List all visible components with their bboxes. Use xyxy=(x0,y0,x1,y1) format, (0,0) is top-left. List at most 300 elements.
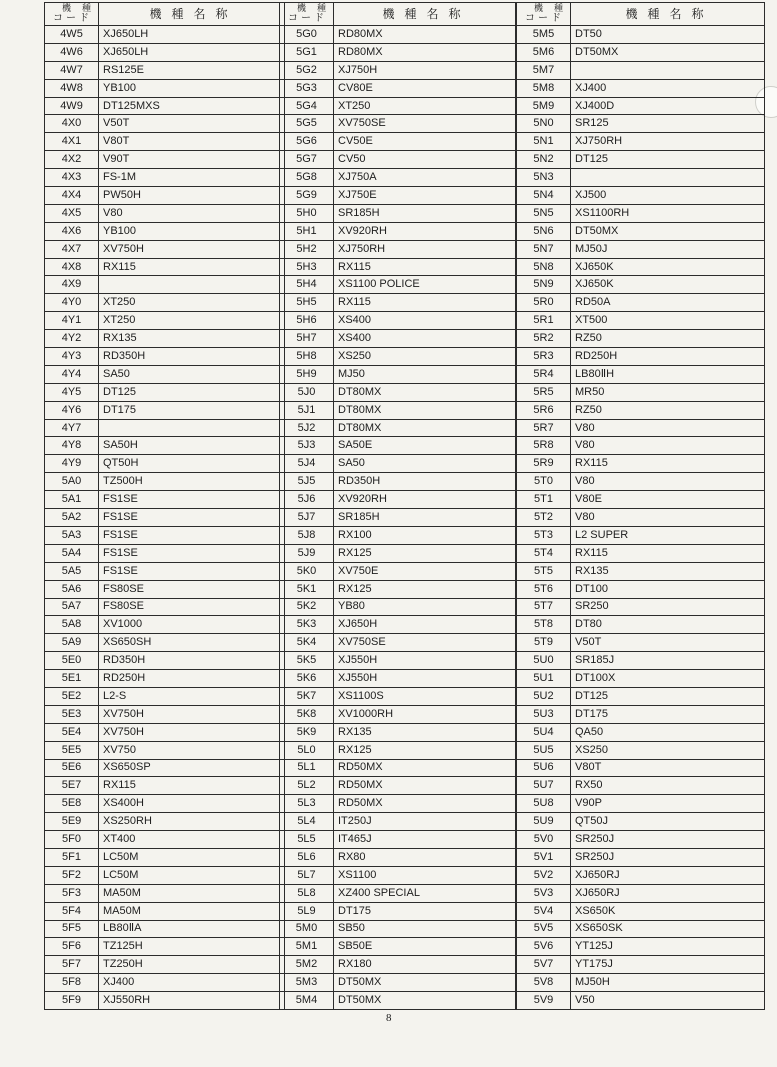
model-name-cell: DT50MX xyxy=(334,974,516,992)
table-row xyxy=(45,974,285,992)
model-name-cell: V80 xyxy=(571,437,765,455)
model-code-cell: 5F5 xyxy=(45,920,99,938)
model-name-cell: DT80MX xyxy=(334,383,516,401)
model-name-cell: RX115 xyxy=(571,455,765,473)
model-code-cell: 5U4 xyxy=(517,723,571,741)
model-code-cell: 5E9 xyxy=(45,813,99,831)
model-code-cell: 5N8 xyxy=(517,258,571,276)
model-code-cell: 5H3 xyxy=(280,258,334,276)
model-code-cell: 5F9 xyxy=(45,992,99,1010)
table-row xyxy=(45,813,285,831)
table-row xyxy=(280,348,516,366)
table-row xyxy=(45,61,285,79)
model-code-cell: 5L2 xyxy=(280,777,334,795)
model-name-cell: TZ250H xyxy=(99,956,285,974)
table-row xyxy=(517,115,765,133)
model-code-cell: 5H5 xyxy=(280,294,334,312)
table-row xyxy=(45,795,285,813)
model-code-cell: 5A1 xyxy=(45,491,99,509)
model-code-cell: 5M4 xyxy=(280,992,334,1010)
model-code-cell: 5M8 xyxy=(517,79,571,97)
table-row xyxy=(517,741,765,759)
model-code-cell: 5U6 xyxy=(517,759,571,777)
model-name-cell: XJ500 xyxy=(571,187,765,205)
table-row xyxy=(517,974,765,992)
table-row xyxy=(517,330,765,348)
table-row xyxy=(517,526,765,544)
table-row xyxy=(45,544,285,562)
model-name-cell: RX115 xyxy=(99,777,285,795)
model-name-cell: XJ650H xyxy=(334,616,516,634)
model-code-cell: 5F2 xyxy=(45,866,99,884)
model-name-cell: YB100 xyxy=(99,222,285,240)
table-row xyxy=(45,97,285,115)
table-row xyxy=(280,383,516,401)
table-row xyxy=(45,151,285,169)
model-name-cell: LC50M xyxy=(99,866,285,884)
model-code-cell: 5E5 xyxy=(45,741,99,759)
table-row xyxy=(517,61,765,79)
model-name-cell: RD250H xyxy=(99,670,285,688)
table-header-row xyxy=(517,3,765,26)
model-name-cell: XV750SE xyxy=(334,115,516,133)
model-code-cell: 5F8 xyxy=(45,974,99,992)
model-code-cell: 5V6 xyxy=(517,938,571,956)
table-row xyxy=(45,705,285,723)
model-code-cell: 5J6 xyxy=(280,491,334,509)
header-code xyxy=(280,3,334,26)
table-row xyxy=(517,705,765,723)
model-name-cell: XT250 xyxy=(99,294,285,312)
table-row xyxy=(280,687,516,705)
header-code-line2: コード xyxy=(53,13,92,24)
model-code-cell: 5R0 xyxy=(517,294,571,312)
model-code-cell: 5J0 xyxy=(280,383,334,401)
table-row xyxy=(517,79,765,97)
model-code-cell: 5N4 xyxy=(517,187,571,205)
model-code-cell: 5A0 xyxy=(45,473,99,491)
table-row xyxy=(280,670,516,688)
model-code-cell: 5N6 xyxy=(517,222,571,240)
model-name-cell: XV750H xyxy=(99,723,285,741)
model-name-cell: DT50MX xyxy=(571,222,765,240)
table-row xyxy=(517,401,765,419)
model-code-cell: 5G5 xyxy=(280,115,334,133)
table-row xyxy=(280,26,516,44)
table-row xyxy=(517,562,765,580)
model-name-cell: V90T xyxy=(99,151,285,169)
table-row xyxy=(517,437,765,455)
table-row xyxy=(280,544,516,562)
model-code-cell: 5N5 xyxy=(517,204,571,222)
model-code-cell: 5E1 xyxy=(45,670,99,688)
table-row xyxy=(517,365,765,383)
model-name-cell: SR185J xyxy=(571,652,765,670)
table-row xyxy=(280,79,516,97)
model-code-cell: 5F3 xyxy=(45,884,99,902)
table-row xyxy=(280,580,516,598)
model-code-cell: 5F4 xyxy=(45,902,99,920)
model-code-cell: 4Y7 xyxy=(45,419,99,437)
table-row xyxy=(517,992,765,1010)
model-name-cell: DT50MX xyxy=(334,992,516,1010)
table-row xyxy=(280,43,516,61)
model-name-cell: DT100X xyxy=(571,670,765,688)
model-code-cell: 5K9 xyxy=(280,723,334,741)
table-row xyxy=(45,687,285,705)
model-name-cell: RX125 xyxy=(334,580,516,598)
model-name-cell: XJ750A xyxy=(334,169,516,187)
model-name-cell: XJ400 xyxy=(99,974,285,992)
model-name-cell xyxy=(571,169,765,187)
header-code-line1: 機 種 xyxy=(61,3,92,13)
table-row xyxy=(280,276,516,294)
table-row xyxy=(517,276,765,294)
model-name-cell: XV750H xyxy=(99,240,285,258)
model-name-cell: XS650SH xyxy=(99,634,285,652)
table-row xyxy=(45,848,285,866)
table-row xyxy=(517,26,765,44)
table-row xyxy=(280,866,516,884)
model-name-cell: MA50M xyxy=(99,902,285,920)
model-code-cell: 5L1 xyxy=(280,759,334,777)
table-row xyxy=(280,974,516,992)
model-name-cell xyxy=(99,276,285,294)
model-code-cell: 5R8 xyxy=(517,437,571,455)
code-table-1 xyxy=(44,2,285,1010)
code-table-2 xyxy=(279,2,516,1010)
model-code-cell: 4Y0 xyxy=(45,294,99,312)
model-name-cell: FS1SE xyxy=(99,509,285,527)
model-name-cell: RD250H xyxy=(571,348,765,366)
model-name-cell: V80 xyxy=(99,204,285,222)
model-name-cell: DT80MX xyxy=(334,419,516,437)
table-row xyxy=(517,652,765,670)
model-code-cell: 5V7 xyxy=(517,956,571,974)
model-name-cell: SR185H xyxy=(334,204,516,222)
model-name-cell: RX100 xyxy=(334,526,516,544)
table-row xyxy=(280,956,516,974)
model-name-cell: IT465J xyxy=(334,831,516,849)
model-code-cell: 5A2 xyxy=(45,509,99,527)
model-code-cell: 5U5 xyxy=(517,741,571,759)
table-header-row xyxy=(280,3,516,26)
model-name-cell: XV1000RH xyxy=(334,705,516,723)
model-name-cell: DT125 xyxy=(571,687,765,705)
model-name-cell: V80 xyxy=(571,509,765,527)
model-name-cell: SA50E xyxy=(334,437,516,455)
model-name-cell: DT80 xyxy=(571,616,765,634)
model-code-cell: 5U2 xyxy=(517,687,571,705)
model-name-cell: RX125 xyxy=(334,544,516,562)
model-code-cell: 5V2 xyxy=(517,866,571,884)
model-code-cell: 5U7 xyxy=(517,777,571,795)
table-row xyxy=(280,258,516,276)
model-name-cell: XS1100 POLICE xyxy=(334,276,516,294)
model-name-cell: XV750E xyxy=(334,562,516,580)
header-model-name: 機種名称 xyxy=(571,3,765,26)
table-row xyxy=(280,652,516,670)
model-name-cell: XJ750RH xyxy=(571,133,765,151)
model-code-cell: 5L7 xyxy=(280,866,334,884)
model-code-cell: 5L3 xyxy=(280,795,334,813)
model-code-cell: 5G2 xyxy=(280,61,334,79)
model-code-cell: 5E6 xyxy=(45,759,99,777)
table-row xyxy=(45,831,285,849)
model-code-cell: 5J8 xyxy=(280,526,334,544)
table-row xyxy=(45,759,285,777)
model-name-cell: DT125 xyxy=(571,151,765,169)
model-name-cell: XV920RH xyxy=(334,222,516,240)
model-name-cell: RX180 xyxy=(334,956,516,974)
model-name-cell: RD350H xyxy=(99,652,285,670)
model-name-cell: LB80ⅡH xyxy=(571,365,765,383)
model-name-cell: XS250 xyxy=(571,741,765,759)
model-code-cell: 5K8 xyxy=(280,705,334,723)
model-code-cell: 5F1 xyxy=(45,848,99,866)
model-name-cell: LC50M xyxy=(99,848,285,866)
model-code-cell: 5T6 xyxy=(517,580,571,598)
model-code-cell: 5E8 xyxy=(45,795,99,813)
model-code-cell: 5H4 xyxy=(280,276,334,294)
table-row xyxy=(517,938,765,956)
model-code-cell: 5M1 xyxy=(280,938,334,956)
model-code-cell: 5H0 xyxy=(280,204,334,222)
header-code-line2: コード xyxy=(525,13,564,24)
model-code-cell: 5J7 xyxy=(280,509,334,527)
table-row xyxy=(517,813,765,831)
model-code-cell: 4W6 xyxy=(45,43,99,61)
model-code-cell: 5N3 xyxy=(517,169,571,187)
model-code-cell: 4X9 xyxy=(45,276,99,294)
model-name-cell: MR50 xyxy=(571,383,765,401)
table-row xyxy=(517,884,765,902)
header-code-line1: 機 種 xyxy=(296,3,327,13)
model-code-cell: 5T0 xyxy=(517,473,571,491)
model-code-cell: 5L0 xyxy=(280,741,334,759)
model-code-cell: 5G0 xyxy=(280,26,334,44)
model-code-cell: 5F7 xyxy=(45,956,99,974)
model-name-cell: IT250J xyxy=(334,813,516,831)
table-row xyxy=(280,169,516,187)
model-name-cell: SR185H xyxy=(334,509,516,527)
model-name-cell: YB80 xyxy=(334,598,516,616)
header-code-line2: コード xyxy=(288,13,327,24)
model-code-cell: 5H6 xyxy=(280,312,334,330)
model-name-cell: DT175 xyxy=(571,705,765,723)
model-code-cell: 4X6 xyxy=(45,222,99,240)
table-row xyxy=(280,312,516,330)
model-code-cell: 5V3 xyxy=(517,884,571,902)
model-code-cell: 5A4 xyxy=(45,544,99,562)
model-name-cell: CV50E xyxy=(334,133,516,151)
model-name-cell: DT50MX xyxy=(571,43,765,61)
table-row xyxy=(45,365,285,383)
model-name-cell: RX115 xyxy=(334,258,516,276)
table-row xyxy=(45,938,285,956)
model-name-cell: XS650SK xyxy=(571,920,765,938)
table-row xyxy=(45,866,285,884)
model-name-cell: RD50MX xyxy=(334,795,516,813)
table-row xyxy=(517,455,765,473)
model-code-cell: 4Y6 xyxy=(45,401,99,419)
table-row xyxy=(280,992,516,1010)
table-row xyxy=(280,151,516,169)
model-name-cell: L2-S xyxy=(99,687,285,705)
model-name-cell: V50T xyxy=(571,634,765,652)
table-row xyxy=(45,348,285,366)
table-row xyxy=(45,258,285,276)
model-name-cell: XJ750E xyxy=(334,187,516,205)
model-code-cell: 5G1 xyxy=(280,43,334,61)
model-code-cell: 5L8 xyxy=(280,884,334,902)
model-code-cell: 5J3 xyxy=(280,437,334,455)
table-row xyxy=(45,634,285,652)
model-code-cell: 5M6 xyxy=(517,43,571,61)
model-code-cell: 5L6 xyxy=(280,848,334,866)
model-name-cell: FS1SE xyxy=(99,526,285,544)
header-model-name: 機種名称 xyxy=(99,3,285,26)
model-code-cell: 4X4 xyxy=(45,187,99,205)
table-row xyxy=(517,97,765,115)
table-row xyxy=(45,509,285,527)
model-name-cell: XT400 xyxy=(99,831,285,849)
table-row xyxy=(45,133,285,151)
model-name-cell: MA50M xyxy=(99,884,285,902)
table-row xyxy=(45,616,285,634)
model-name-cell: FS80SE xyxy=(99,580,285,598)
table-row xyxy=(280,401,516,419)
model-name-cell: RX135 xyxy=(99,330,285,348)
model-code-cell: 5T2 xyxy=(517,509,571,527)
model-name-cell: XJ750RH xyxy=(334,240,516,258)
model-name-cell: XJ650K xyxy=(571,258,765,276)
model-code-cell: 4Y3 xyxy=(45,348,99,366)
table-row xyxy=(517,222,765,240)
model-name-cell: XS400 xyxy=(334,312,516,330)
table-row xyxy=(280,294,516,312)
table-row xyxy=(280,813,516,831)
table-row xyxy=(280,365,516,383)
table-row xyxy=(280,509,516,527)
model-code-cell: 5J5 xyxy=(280,473,334,491)
table-row xyxy=(280,240,516,258)
model-name-cell: FS80SE xyxy=(99,598,285,616)
model-name-cell: XT250 xyxy=(334,97,516,115)
model-name-cell: XT500 xyxy=(571,312,765,330)
model-code-cell: 5H7 xyxy=(280,330,334,348)
model-name-cell: XJ400 xyxy=(571,79,765,97)
table-row xyxy=(517,687,765,705)
model-name-cell: XJ400D xyxy=(571,97,765,115)
model-name-cell: RX135 xyxy=(571,562,765,580)
model-code-cell: 5E3 xyxy=(45,705,99,723)
table-row xyxy=(280,795,516,813)
table-row xyxy=(517,598,765,616)
table-row xyxy=(280,61,516,79)
table-row xyxy=(517,848,765,866)
table-row xyxy=(280,222,516,240)
model-name-cell: DT80MX xyxy=(334,401,516,419)
model-code-cell: 5R2 xyxy=(517,330,571,348)
model-code-cell: 5K4 xyxy=(280,634,334,652)
model-code-cell: 5J1 xyxy=(280,401,334,419)
model-code-cell: 5V8 xyxy=(517,974,571,992)
model-name-cell: DT50 xyxy=(571,26,765,44)
model-name-cell: RX125 xyxy=(334,741,516,759)
table-row xyxy=(280,419,516,437)
table-row xyxy=(280,884,516,902)
table-row xyxy=(45,115,285,133)
table-row xyxy=(280,473,516,491)
table-row xyxy=(517,491,765,509)
model-code-cell: 5N2 xyxy=(517,151,571,169)
model-code-cell: 5N9 xyxy=(517,276,571,294)
table-row xyxy=(280,938,516,956)
model-name-cell: XS1100RH xyxy=(571,204,765,222)
model-name-cell: RD50A xyxy=(571,294,765,312)
model-code-cell: 4W9 xyxy=(45,97,99,115)
table-row xyxy=(517,151,765,169)
model-name-cell: XJ550H xyxy=(334,652,516,670)
table-row xyxy=(280,705,516,723)
model-code-cell: 5T1 xyxy=(517,491,571,509)
model-name-cell: QA50 xyxy=(571,723,765,741)
model-code-cell: 4X2 xyxy=(45,151,99,169)
model-name-cell: RX115 xyxy=(99,258,285,276)
model-code-cell: 5M7 xyxy=(517,61,571,79)
table-row xyxy=(517,956,765,974)
model-code-cell: 5J4 xyxy=(280,455,334,473)
model-name-cell: V80 xyxy=(571,419,765,437)
table-row xyxy=(280,902,516,920)
model-code-cell: 5A7 xyxy=(45,598,99,616)
table-row xyxy=(280,115,516,133)
model-name-cell: RD80MX xyxy=(334,43,516,61)
model-name-cell: CV50 xyxy=(334,151,516,169)
model-code-cell: 5A3 xyxy=(45,526,99,544)
model-name-cell: V50T xyxy=(99,115,285,133)
table-row xyxy=(517,43,765,61)
table-row xyxy=(517,759,765,777)
model-name-cell: SA50H xyxy=(99,437,285,455)
model-name-cell: V80T xyxy=(571,759,765,777)
model-name-cell: SB50E xyxy=(334,938,516,956)
table-row xyxy=(45,401,285,419)
table-row xyxy=(45,276,285,294)
model-code-cell: 5K7 xyxy=(280,687,334,705)
table-row xyxy=(280,204,516,222)
model-code-cell: 5J9 xyxy=(280,544,334,562)
model-name-cell: RX115 xyxy=(571,544,765,562)
table-row xyxy=(45,562,285,580)
table-row xyxy=(45,920,285,938)
table-row xyxy=(45,383,285,401)
table-row xyxy=(517,544,765,562)
model-code-cell: 5H8 xyxy=(280,348,334,366)
model-code-cell: 5T5 xyxy=(517,562,571,580)
model-name-cell: RD50MX xyxy=(334,759,516,777)
model-code-cell: 5E0 xyxy=(45,652,99,670)
table-row xyxy=(45,491,285,509)
table-row xyxy=(517,187,765,205)
table-row xyxy=(45,580,285,598)
model-name-cell: SR250 xyxy=(571,598,765,616)
model-code-cell: 5L5 xyxy=(280,831,334,849)
model-code-cell: 5A5 xyxy=(45,562,99,580)
model-code-cell: 5A8 xyxy=(45,616,99,634)
model-code-cell: 5R5 xyxy=(517,383,571,401)
